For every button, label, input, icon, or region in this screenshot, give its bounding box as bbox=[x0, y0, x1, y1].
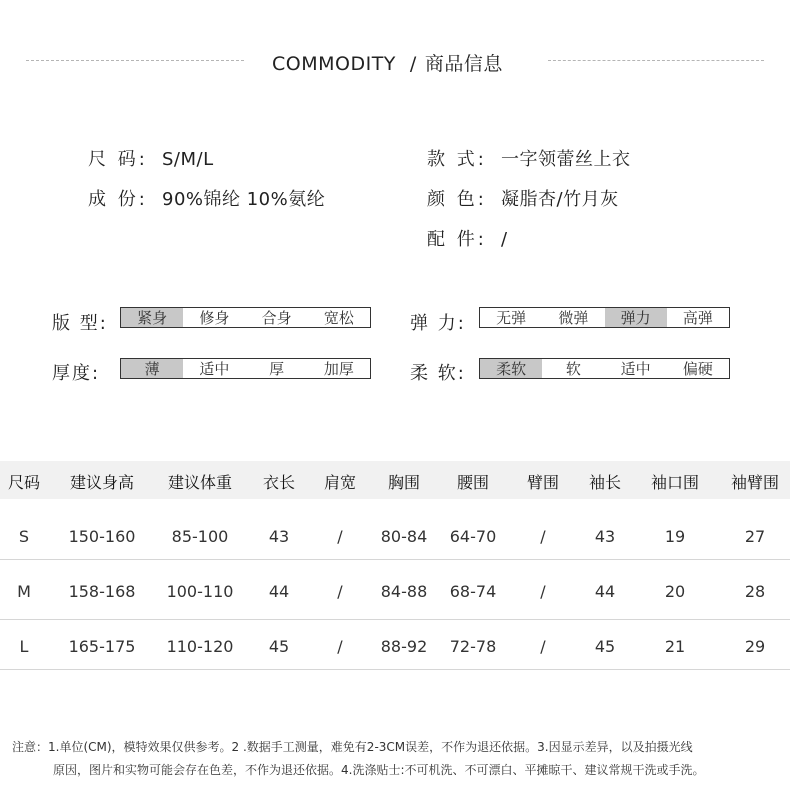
size-table-cell: 45 bbox=[268, 637, 290, 656]
size-table-header-cell: 尺码 bbox=[7, 473, 41, 492]
heading-slash: / bbox=[409, 53, 417, 75]
info-size-label: 尺 码: bbox=[88, 149, 148, 170]
size-table-header-cell: 臂围 bbox=[526, 473, 560, 492]
size-table-cell: 80-84 bbox=[380, 527, 428, 546]
note-line-2: 原因，图片和实物可能会存在色差，不作为退还依据。4.洗涤贴士:不可机洗、不可漂白、平摊晾干、建议常规干洗或手洗。 bbox=[53, 763, 705, 777]
scale-thickness-option: 薄 bbox=[121, 359, 183, 378]
size-table-cell: 43 bbox=[268, 527, 290, 546]
scale-stretch-option: 无弹 bbox=[496, 309, 527, 327]
row-divider bbox=[0, 669, 790, 670]
size-table-cell: 20 bbox=[664, 582, 686, 601]
info-composition bbox=[88, 185, 325, 211]
size-table-cell: 72-78 bbox=[449, 637, 497, 656]
size-table-header-cell: 袖长 bbox=[588, 473, 622, 492]
size-table-cell: 29 bbox=[744, 637, 766, 656]
size-table-cell: S bbox=[18, 527, 30, 546]
scale-fit-option: 合身 bbox=[261, 309, 292, 327]
scale-stretch-option: 弹力 bbox=[605, 308, 667, 327]
scale-softness-option: 偏硬 bbox=[682, 360, 713, 378]
info-composition-label: 成 份: bbox=[88, 189, 148, 210]
size-table-cell: 44 bbox=[268, 582, 290, 601]
size-table-header-cell: 建议身高 bbox=[69, 473, 135, 492]
note-line-1: 注意：1.单位(CM)，模特效果仅供参考。2 .数据手工测量，难免有2-3CM误差，不作为退还依据。3.因显示差异，以及拍摄光线 bbox=[12, 740, 693, 754]
size-table-cell: 27 bbox=[744, 527, 766, 546]
size-table-cell: 43 bbox=[594, 527, 616, 546]
scale-thickness-option: 适中 bbox=[199, 360, 230, 378]
scale-thickness-label: 厚度: bbox=[52, 363, 101, 384]
size-table-cell: 85-100 bbox=[171, 527, 229, 546]
size-table-header-cell: 腰围 bbox=[456, 473, 490, 492]
size-table-header-cell: 衣长 bbox=[262, 473, 296, 492]
info-color-value: 凝脂杏/竹月灰 bbox=[501, 189, 619, 210]
size-table-header-cell: 胸围 bbox=[387, 473, 421, 492]
size-table-header-cell: 肩宽 bbox=[323, 473, 357, 492]
heading-divider-right bbox=[548, 60, 764, 61]
size-table-cell: 165-175 bbox=[68, 637, 136, 656]
heading-divider-left bbox=[26, 60, 244, 61]
info-color bbox=[427, 185, 619, 211]
scale-softness bbox=[479, 358, 730, 379]
scale-fit-option: 宽松 bbox=[323, 309, 354, 327]
size-table-cell: / bbox=[540, 527, 546, 546]
scale-stretch-option: 高弹 bbox=[682, 309, 713, 327]
size-table-cell: 100-110 bbox=[166, 582, 234, 601]
section-heading bbox=[272, 49, 503, 76]
info-style bbox=[427, 145, 631, 171]
size-table-cell: 21 bbox=[664, 637, 686, 656]
scale-thickness-option: 加厚 bbox=[323, 360, 354, 378]
size-table-cell: 84-88 bbox=[380, 582, 428, 601]
size-table-cell: 68-74 bbox=[449, 582, 497, 601]
scale-fit-option: 修身 bbox=[199, 309, 230, 327]
scale-thickness-option: 厚 bbox=[269, 360, 285, 378]
info-style-label: 款 式: bbox=[427, 149, 487, 170]
size-table-cell: / bbox=[337, 527, 343, 546]
heading-cn: 商品信息 bbox=[424, 53, 503, 75]
size-table-header-cell: 袖口围 bbox=[650, 473, 700, 492]
scale-stretch bbox=[479, 307, 730, 328]
scale-softness-label: 柔 软: bbox=[410, 363, 466, 384]
scale-stretch-label: 弹 力: bbox=[410, 313, 466, 334]
size-table-cell: / bbox=[337, 637, 343, 656]
info-accessories-value: / bbox=[501, 229, 508, 250]
info-composition-value: 90%锦纶 10%氨纶 bbox=[162, 189, 326, 210]
size-table-cell: 19 bbox=[664, 527, 686, 546]
scale-fit-label: 版 型: bbox=[52, 313, 108, 334]
size-table-cell: 150-160 bbox=[68, 527, 136, 546]
scale-softness-option: 柔软 bbox=[480, 359, 542, 378]
scale-softness-option: 软 bbox=[565, 360, 581, 378]
scale-thickness bbox=[120, 358, 371, 379]
heading-en: COMMODITY bbox=[272, 53, 396, 75]
size-table-cell: 45 bbox=[594, 637, 616, 656]
size-table-cell: 44 bbox=[594, 582, 616, 601]
info-color-label: 颜 色: bbox=[427, 189, 487, 210]
info-accessories-label: 配 件: bbox=[427, 229, 487, 250]
size-table-cell: 88-92 bbox=[380, 637, 428, 656]
size-table-cell: 28 bbox=[744, 582, 766, 601]
row-divider bbox=[0, 619, 790, 620]
info-size bbox=[88, 145, 214, 171]
size-table-cell: / bbox=[540, 637, 546, 656]
info-accessories bbox=[427, 225, 508, 251]
size-table-cell: 110-120 bbox=[166, 637, 234, 656]
size-table-header-cell: 建议体重 bbox=[167, 473, 233, 492]
size-table-header-cell: 袖臂围 bbox=[730, 473, 780, 492]
size-table-cell: / bbox=[337, 582, 343, 601]
size-table-cell: M bbox=[17, 582, 31, 601]
scale-stretch-option: 微弹 bbox=[558, 309, 589, 327]
scale-fit-option: 紧身 bbox=[121, 308, 183, 327]
scale-softness-option: 适中 bbox=[620, 360, 651, 378]
row-divider bbox=[0, 559, 790, 560]
scale-fit bbox=[120, 307, 371, 328]
size-table-cell: L bbox=[19, 637, 29, 656]
info-style-value: 一字领蕾丝上衣 bbox=[501, 149, 631, 170]
info-size-value: S/M/L bbox=[162, 149, 214, 170]
size-table-cell: / bbox=[540, 582, 546, 601]
size-table-cell: 64-70 bbox=[449, 527, 497, 546]
size-table-cell: 158-168 bbox=[68, 582, 136, 601]
